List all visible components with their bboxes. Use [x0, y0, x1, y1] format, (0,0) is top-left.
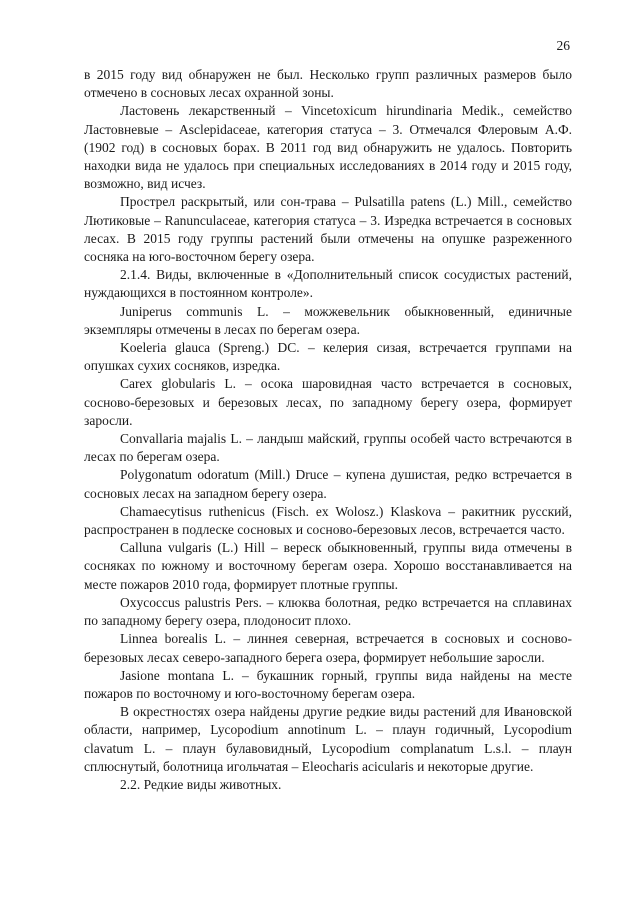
- page-number: 26: [556, 38, 570, 53]
- section-heading-2-2: 2.2. Редкие виды животных.: [120, 776, 282, 792]
- paragraph-convallaria: Convallaria majalis L. – ландыш майский, группы особей часто встречаются в лесах по берегам озера.: [84, 431, 572, 465]
- paragraph-other-species: В окрестностях озера найдены другие редкие виды растений для Ивановской области, например, Lycopodium annotinum L. – плаун годичный, Lycopodium clavatum L. – плаун булавовидный, Lycopodium complanatum L.s.l. – плаун сплюснутый, болотница игольчатая – Eleocharis acicularis и некоторые другие.: [84, 704, 572, 774]
- paragraph-continuation: в 2015 году вид обнаружен не был. Несколько групп различных размеров было отмечено в сосновых лесах охранной зоны.: [84, 67, 572, 101]
- paragraph-pulsatilla: Прострел раскрытый, или сон-трава – Pulsatilla patens (L.) Mill., семейство Лютиковые – Ranunculaceae, категория статуса – 3. Изредка встречается в сосновых лесах. В 2015 году группы растений были отмечены на опушке разреженного сосняка на юго-восточном берегу озера.: [84, 194, 572, 265]
- paragraph-chamaecytisus: Chamaecytisus ruthenicus (Fisch. ex Wolosz.) Klaskova – ракитник русский, распространен в подлеске сосновых и сосново-березовых лесов, встречается часто.: [84, 503, 572, 538]
- paragraph-vincetoxicum: Ластовень лекарственный – Vincetoxicum hirundinaria Medik., семейство Ластовневые – Asclepidaceae, категория статуса – 3. Отмечался Флеровым А.Ф. (1902 год) в сосновых борах. В 2011 год вид обнаружить не удалось. Повторить находки вида не удалось при специальных исследованиях в 2014 году и 2015 году, возможно, вид исчез.: [84, 103, 572, 192]
- document-body: [84, 66, 572, 794]
- paragraph-carex: Carex globularis L. – осока шаровидная часто встречается в сосновых, сосново-березовых и березовых лесах, по западному берегу озера, формирует заросли.: [84, 376, 572, 428]
- paragraph-juniperus: Juniperus communis L. – можжевельник обыкновенный, единичные экземпляры отмечены в лесах по берегам озера.: [84, 303, 572, 337]
- paragraph-polygonatum: Polygonatum odoratum (Mill.) Druce – купена душистая, редко встречается в сосновых лесах на западном берегу озера.: [84, 467, 572, 501]
- paragraph-calluna: Calluna vulgaris (L.) Hill – вереск обыкновенный, группы вида отмечены в сосняках по южному и восточному берегам озера. Хорошо восстанавливается на месте пожаров 2010 года, формирует плотные группы.: [84, 540, 572, 592]
- paragraph-oxycoccus: Oxycoccus palustris Pers. – клюква болотная, редко встречается на сплавинах по западному берегу озера, плодоносит плохо.: [84, 594, 572, 629]
- paragraph-jasione: Jasione montana L. – букашник горный, группы вида найдены на месте пожаров по восточному и юго-восточному берегам озера.: [84, 667, 572, 701]
- paragraph-koeleria: Koeleria glauca (Spreng.) DC. – келерия сизая, встречается группами на опушках сухих сосняков, изредка.: [84, 340, 572, 374]
- paragraph-linnea: Linnea borealis L. – линнея северная, встречается в сосновых и сосново-березовых лесах северо-западного берега озера, формирует небольшие заросли.: [84, 631, 572, 665]
- section-heading-2-1-4: 2.1.4. Виды, включенные в «Дополнительный список сосудистых растений, нуждающихся в постоянном контроле».: [84, 267, 572, 301]
